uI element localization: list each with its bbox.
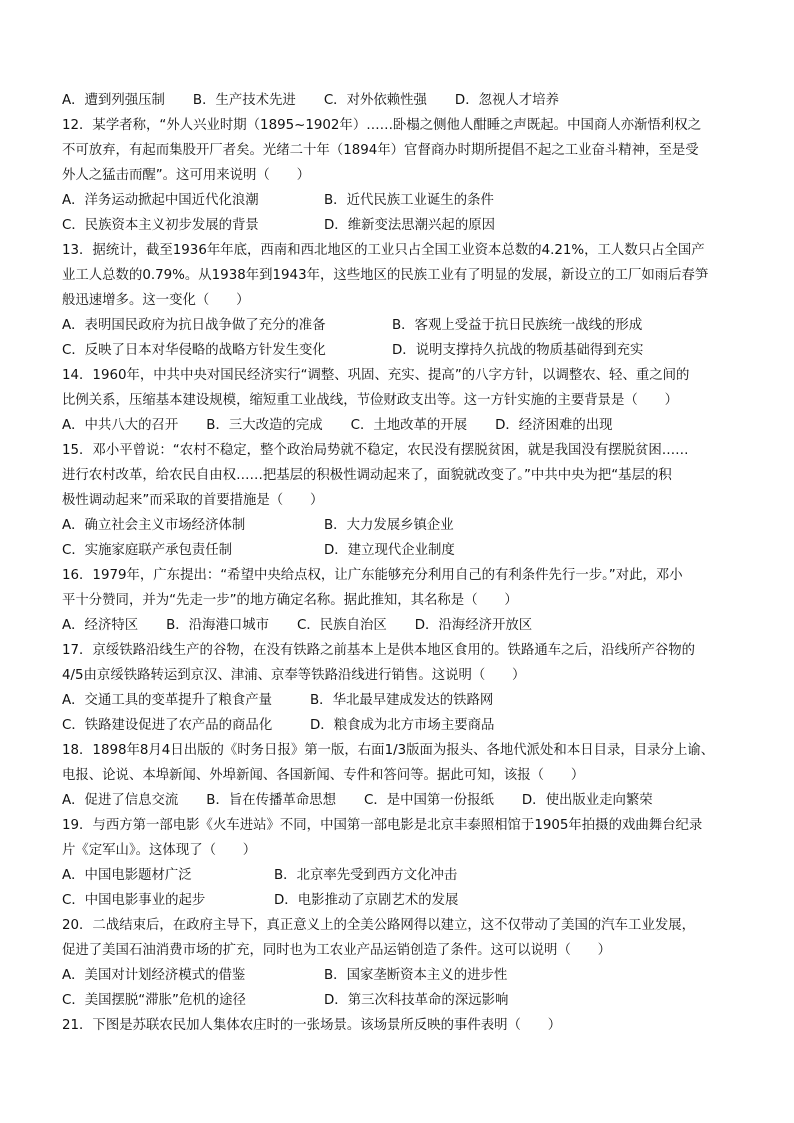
q16-option-c: C．民族自治区 xyxy=(297,618,387,633)
q17-option-a: A．交通工具的变革提升了粮食产量 xyxy=(62,693,273,708)
q19-option-a: A．中国电影题材广泛 xyxy=(62,868,192,883)
q18-option-c: C．是中国第一份报纸 xyxy=(364,793,494,808)
q13-stem-line-1: 13．据统计，截至1936年年底，西南和西北地区的工业只占全国工业资本总数的4.21%，工人数只占全国产 xyxy=(62,243,705,258)
q15-option-b: B．大力发展乡镇企业 xyxy=(324,518,454,533)
q18-stem-line-1: 18．1898年8月4日出版的《时务日报》第一版，右面1/3版面为报头、各地代派处和本日目录，目录分上谕、 xyxy=(62,743,715,758)
q12-stem-line-1: 12．某学者称，“外人兴业时期（1895~1902年）……卧榻之侧他人酣睡之声既起。中国商人亦渐悟利权之 xyxy=(62,118,701,133)
q19-options-row-2 xyxy=(62,888,722,913)
q19-option-c: C．中国电影事业的起步 xyxy=(62,893,206,908)
q12-stem-line-3: 外人之猛击而醒”。这可用来说明（ ） xyxy=(62,168,310,183)
q16-options xyxy=(62,613,722,638)
question-19 xyxy=(62,813,722,913)
question-18 xyxy=(62,738,722,813)
q11-option-d: D．忽视人才培养 xyxy=(454,93,559,108)
q20-options-row-1 xyxy=(62,963,722,988)
q12-options-row-1 xyxy=(62,188,722,213)
q11-option-c: C．对外依赖性强 xyxy=(323,93,427,108)
q14-option-b: B．三大改造的完成 xyxy=(206,418,323,433)
q15-stem-line-3: 极性调动起来”而采取的首要措施是（ ） xyxy=(62,493,324,508)
q15-option-d: D．建立现代企业制度 xyxy=(324,543,455,558)
q16-option-b: B．沿海港口城市 xyxy=(166,618,270,633)
q15-options-row-1 xyxy=(62,513,722,538)
question-12 xyxy=(62,113,722,238)
question-15 xyxy=(62,438,722,563)
q19-options-row-1 xyxy=(62,863,722,888)
question-13 xyxy=(62,238,722,363)
q11-options xyxy=(62,88,722,113)
q11-option-a: A．遭到列强压制 xyxy=(62,93,165,108)
q15-stem-line-2: 进行农村改革，给农民自由权……把基层的积极性调动起来了，面貌就改变了。”中共中央为把“基层的积 xyxy=(62,468,672,483)
q20-stem-line-2: 促进了美国石油消费市场的扩充，同时也为工农业产品运销创造了条件。这可以说明（ ） xyxy=(62,943,612,958)
q19-stem-line-2: 片《定军山》。这体现了（ ） xyxy=(62,843,257,858)
question-14 xyxy=(62,363,722,438)
q14-stem-line-1: 14．1960年，中共中央对国民经济实行“调整、巩固、充实、提高”的八字方针，以调整农、轻、重之间的 xyxy=(62,368,690,383)
q14-option-c: C．土地改革的开展 xyxy=(350,418,468,433)
q20-stem-line-1: 20．二战结束后，在政府主导下，真正意义上的全美公路网得以建立，这不仅带动了美国的汽车工业发展， xyxy=(62,918,696,933)
q12-option-b: B．近代民族工业诞生的条件 xyxy=(324,193,494,208)
q15-option-a: A．确立社会主义市场经济体制 xyxy=(62,518,246,533)
q17-option-b: B．华北最早建成发达的铁路网 xyxy=(310,693,494,708)
q14-options xyxy=(62,413,722,438)
question-17 xyxy=(62,638,722,738)
q14-option-a: A．中共八大的召开 xyxy=(62,418,179,433)
question-21 xyxy=(62,1013,722,1038)
q19-stem-line-1: 19．与西方第一部电影《火车进站》不同，中国第一部电影是北京丰泰照相馆于1905年拍摄的戏曲舞台纪录 xyxy=(62,818,703,833)
q17-option-c: C．铁路建设促进了农产品的商品化 xyxy=(62,718,273,733)
q13-option-b: B．客观上受益于抗日民族统一战线的形成 xyxy=(392,318,643,333)
q13-options-row-1 xyxy=(62,313,722,338)
q18-option-a: A．促进了信息交流 xyxy=(62,793,179,808)
q21-stem-line-1: 21．下图是苏联农民加人集体农庄时的一张场景。该场景所反映的事件表明（ ） xyxy=(62,1018,562,1033)
q13-options-row-2 xyxy=(62,338,722,363)
question-16 xyxy=(62,563,722,638)
q13-option-d: D．说明支撑持久抗战的物质基础得到充实 xyxy=(392,343,644,358)
q18-option-b: B．旨在传播革命思想 xyxy=(206,793,336,808)
q20-option-a: A．美国对计划经济模式的借鉴 xyxy=(62,968,246,983)
q20-option-b: B．国家垄断资本主义的进步性 xyxy=(324,968,508,983)
q18-stem-line-2: 电报、论说、本埠新闻、外埠新闻、各国新闻、专件和答问等。据此可知，该报（ ） xyxy=(62,768,585,783)
q16-stem-line-1: 16．1979年，广东提出：“希望中央给点权，让广东能够充分利用自己的有利条件先行一步。”对此，邓小 xyxy=(62,568,683,583)
q12-option-c: C．民族资本主义初步发展的背景 xyxy=(62,218,259,233)
q16-stem-line-2: 平十分赞同，并为“先走一步”的地方确定名称。据此推知，其名称是（ ） xyxy=(62,593,518,608)
q13-stem-line-2: 业工人总数的0.79%。从1938年到1943年，这些地区的民族工业有了明显的发展，新设立的工厂如雨后春笋 xyxy=(62,268,709,283)
q16-option-d: D．沿海经济开放区 xyxy=(414,618,533,633)
q17-options-row-1 xyxy=(62,688,722,713)
q14-option-d: D．经济困难的出现 xyxy=(495,418,613,433)
q20-options-row-2 xyxy=(62,988,722,1013)
q12-option-d: D．维新变法思潮兴起的原因 xyxy=(324,218,495,233)
q18-options xyxy=(62,788,722,813)
q19-option-d: D．电影推动了京剧艺术的发展 xyxy=(274,893,459,908)
q19-option-b: B．北京率先受到西方文化冲击 xyxy=(274,868,458,883)
q15-stem-line-1: 15．邓小平曾说：“农村不稳定，整个政治局势就不稳定，农民没有摆脱贫困，就是我国没有摆脱贫困…… xyxy=(62,443,689,458)
q17-option-d: D．粮食成为北方市场主要商品 xyxy=(310,718,495,733)
q14-stem-line-2: 比例关系，压缩基本建设规模，缩短重工业战线，节俭财政支出等。这一方针实施的主要背景是（ ） xyxy=(62,393,678,408)
q13-option-c: C．反映了日本对华侵略的战略方针发生变化 xyxy=(62,343,326,358)
q13-stem-line-3: 般迅速增多。这一变化（ ） xyxy=(62,293,250,308)
q12-option-a: A．洋务运动掀起中国近代化浪潮 xyxy=(62,193,259,208)
q18-option-d: D．使出版业走向繁荣 xyxy=(521,793,653,808)
q12-stem-line-2: 不可放弃，有起而集股开厂者矣。光绪二十年（1894年）官督商办时期所提倡不起之工业奋斗精神，至是受 xyxy=(62,143,699,158)
q17-stem-line-1: 17．京绥铁路沿线生产的谷物，在没有铁路之前基本上是供本地区食用的。铁路通车之后，沿线所产谷物的 xyxy=(62,643,696,658)
q15-option-c: C．实施家庭联产承包责任制 xyxy=(62,543,233,558)
question-20 xyxy=(62,913,722,1013)
q11-option-b: B．生产技术先进 xyxy=(192,93,296,108)
exam-page xyxy=(62,88,722,1038)
q13-option-a: A．表明国民政府为抗日战争做了充分的准备 xyxy=(62,318,326,333)
q20-option-d: D．第三次科技革命的深远影响 xyxy=(324,993,509,1008)
q17-options-row-2 xyxy=(62,713,722,738)
q15-options-row-2 xyxy=(62,538,722,563)
q12-options-row-2 xyxy=(62,213,722,238)
q17-stem-line-2: 4/5由京绥铁路转运到京汉、津浦、京奉等铁路沿线进行销售。这说明（ ） xyxy=(62,668,526,683)
q16-option-a: A．经济特区 xyxy=(62,618,139,633)
q20-option-c: C．美国摆脱“滞胀”危机的途径 xyxy=(62,993,246,1008)
